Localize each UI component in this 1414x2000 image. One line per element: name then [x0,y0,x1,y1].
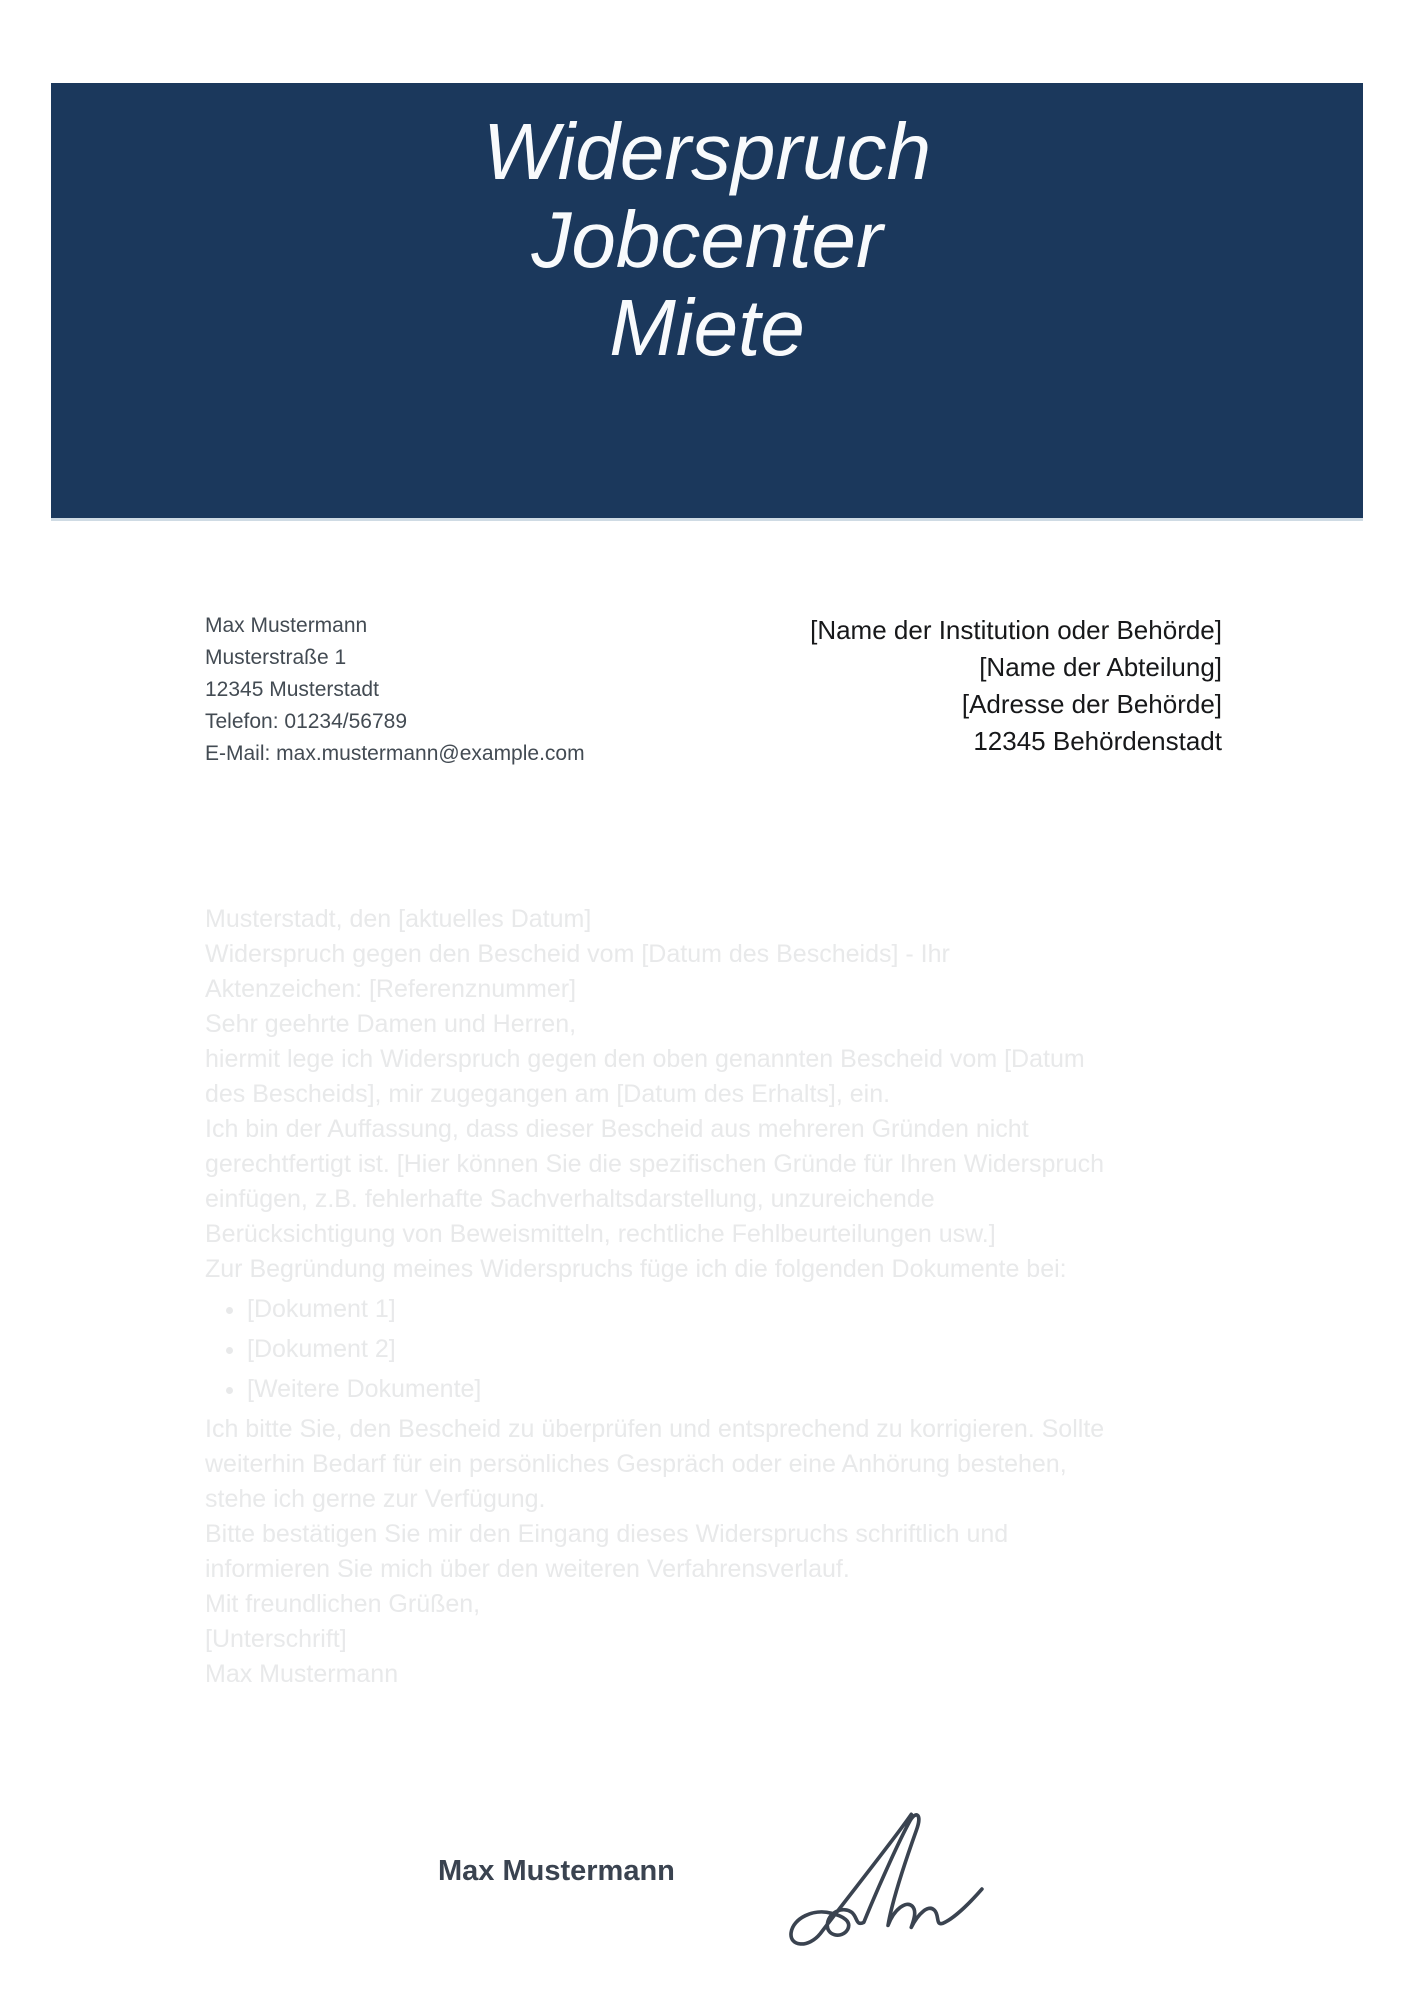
letter-body-placeholder [205,902,1105,1692]
recipient-institution: [Name der Institution oder Behörde] [810,615,1222,645]
body-paragraph-closing: Mit freundlichen Grüßen, [205,1590,481,1618]
document-list-item: • [Weitere Dokumente] [247,1372,1105,1407]
document-list-item: • [Dokument 1] [247,1292,1105,1327]
body-paragraph-salutation: Sehr geehrte Damen und Herren, [205,1010,577,1038]
document-list-item: • [Dokument 2] [247,1332,1105,1367]
body-paragraph-objection: hiermit lege ich Widerspruch gegen den oben genannten Bescheid vom [Datum des Bescheids], mir zugegangen am [Datum des Erhalts], ein. [205,1045,1085,1108]
body-paragraph-documents-intro: Zur Begründung meines Widerspruchs füge ich die folgenden Dokumente bei: [205,1255,1067,1283]
body-paragraph-signature-placeholder: [Unterschrift] [205,1625,347,1653]
body-paragraph-date: Musterstadt, den [aktuelles Datum] [205,905,592,933]
body-paragraph-reasons: Ich bin der Auffassung, dass dieser Bescheid aus mehreren Gründen nicht gerechtfertigt ist. [Hier können Sie die spezifischen Gründe für Ihren Widerspruch einfügen, z.B. fehlerhafte Sachverhaltsdarstellung, unzureichende Berücksichtigung von Beweismitteln, rechtliche Fehlbeurteilungen usw.] [205,1115,1105,1248]
sender-city: 12345 Musterstadt [205,678,379,701]
recipient-city: 12345 Behördenstadt [973,726,1222,756]
handwritten-signature-image [778,1808,990,1958]
title-banner [51,83,1363,521]
recipient-address-block [810,612,1222,760]
page-title-line-1: Widerspruch [482,107,932,196]
body-paragraph-request: Ich bitte Sie, den Bescheid zu überprüfen und entsprechend zu korrigieren. Sollte weiterhin Bedarf für ein persönliches Gespräch oder eine Anhörung bestehen, stehe ich gerne zur Verfügung. [205,1415,1105,1513]
recipient-street: [Adresse der Behörde] [961,689,1222,719]
body-paragraph-subject: Widerspruch gegen den Bescheid vom [Datum des Bescheids] - Ihr Aktenzeichen: [Referenznummer] [205,940,950,1003]
sender-address-block [205,610,585,770]
footer-printed-name: Max Mustermann [438,1855,675,1887]
sender-name: Max Mustermann [205,614,368,637]
sender-email: E-Mail: max.mustermann@example.com [205,742,585,765]
document-list [205,1292,1105,1407]
sender-street: Musterstraße 1 [205,646,347,669]
page-title-line-3: Miete [609,283,805,372]
sender-phone: Telefon: 01234/56789 [205,710,408,733]
page-title-line-2: Jobcenter [531,195,883,284]
body-paragraph-confirmation: Bitte bestätigen Sie mir den Eingang dieses Widerspruchs schriftlich und informieren Sie mich über den weiteren Verfahrensverlauf. [205,1520,1009,1583]
recipient-department: [Name der Abteilung] [979,652,1222,682]
body-paragraph-signer-name: Max Mustermann [205,1660,399,1688]
